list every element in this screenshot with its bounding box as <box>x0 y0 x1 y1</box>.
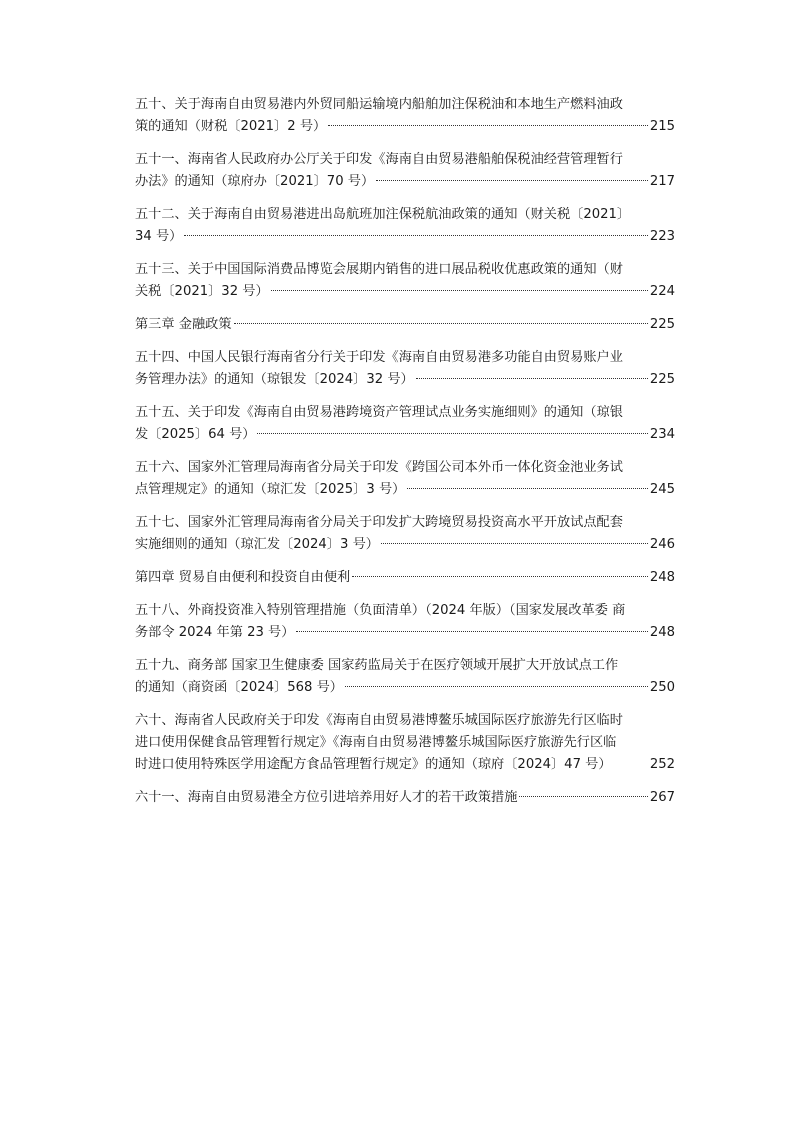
toc-entry-title-end: 策的通知（财税〔2021〕2 号） <box>135 119 327 134</box>
toc-entry-last-line <box>135 369 675 391</box>
toc-entry[interactable] <box>135 402 675 446</box>
toc-entry-line: 五十五、关于印发《海南自由贸易港跨境资产管理试点业务实施细则》的通知（琼银 <box>135 405 623 420</box>
toc-entry-line: 进口使用保健食品管理暂行规定》《海南自由贸易港博鳌乐城国际医疗旅游先行区临 <box>135 735 617 750</box>
toc-entry-title-end: 时进口使用特殊医学用途配方食品管理暂行规定》的通知（琼府〔2024〕47 号） <box>135 757 612 772</box>
toc-entry[interactable] <box>135 512 675 556</box>
toc-entry-line: 五十三、关于中国国际消费品博览会展期内销售的进口展品税收优惠政策的通知（财 <box>135 262 623 277</box>
toc-page-number: 225 <box>649 372 675 387</box>
toc-entry[interactable] <box>135 149 675 193</box>
toc-entry-last-line <box>135 567 675 589</box>
toc-entry-line: 五十四、中国人民银行海南省分行关于印发《海南自由贸易港多功能自由贸易账户业 <box>135 350 623 365</box>
toc-entry-line: 五十六、国家外汇管理局海南省分局关于印发《跨国公司本外币一体化资金池业务试 <box>135 460 623 475</box>
toc-entry-title-end: 发〔2025〕64 号） <box>135 427 256 442</box>
toc-entry-last-line <box>135 171 675 193</box>
toc-page-number: 217 <box>649 174 675 189</box>
toc-entry-line: 五十九、商务部 国家卫生健康委 国家药监局关于在医疗领域开展扩大开放试点工作 <box>135 658 619 673</box>
toc-page-number: 224 <box>649 284 675 299</box>
toc-entry-last-line <box>135 787 675 809</box>
toc-entry-title-end: 关税〔2021〕32 号） <box>135 284 269 299</box>
toc-page-number: 225 <box>649 317 675 332</box>
toc-entry-line: 六十、海南省人民政府关于印发《海南自由贸易港博鳌乐城国际医疗旅游先行区临时 <box>135 713 623 728</box>
dot-leader <box>271 290 648 291</box>
toc-entry-last-line <box>135 314 675 336</box>
dot-leader <box>352 576 648 577</box>
toc-entry-line: 五十七、国家外汇管理局海南省分局关于印发扩大跨境贸易投资高水平开放试点配套 <box>135 515 623 530</box>
toc-entry[interactable] <box>135 710 675 776</box>
dot-leader <box>234 323 648 324</box>
toc-chapter-title: 第三章 金融政策 <box>135 317 232 332</box>
toc-entry[interactable] <box>135 787 675 809</box>
dot-leader <box>296 631 647 632</box>
toc-entry-last-line <box>135 424 675 446</box>
toc-page-number: 248 <box>649 625 675 640</box>
toc-entry-line: 五十一、海南省人民政府办公厅关于印发《海南自由贸易港船舶保税油经营管理暂行 <box>135 152 623 167</box>
toc-page-number: 245 <box>649 482 675 497</box>
dot-leader <box>184 235 647 236</box>
toc-page-number: 223 <box>649 229 675 244</box>
toc-entry[interactable] <box>135 347 675 391</box>
toc-entry-last-line <box>135 622 675 644</box>
toc-entry-line: 五十八、外商投资准入特别管理措施（负面清单）（2024 年版）（国家发展改革委 商 <box>135 603 626 618</box>
dot-leader <box>416 378 648 379</box>
toc-chapter-title: 第四章 贸易自由便利和投资自由便利 <box>135 570 351 585</box>
toc-entry-title-end: 点管理规定》的通知（琼汇发〔2025〕3 号） <box>135 482 406 497</box>
toc-entry-title-end: 的通知（商资函〔2024〕568 号） <box>135 680 343 695</box>
toc-entry[interactable] <box>135 655 675 699</box>
toc-entry-last-line <box>135 534 675 556</box>
toc-page-number: 267 <box>649 790 675 805</box>
toc-entry-last-line <box>135 281 675 303</box>
toc-entry[interactable] <box>135 259 675 303</box>
dot-leader <box>345 686 648 687</box>
toc-entry-title-end: 实施细则的通知（琼汇发〔2024〕3 号） <box>135 537 379 552</box>
toc-entry-last-line <box>135 754 675 776</box>
toc-entry[interactable] <box>135 94 675 138</box>
toc-chapter-entry[interactable] <box>135 567 675 589</box>
toc-entry-last-line <box>135 479 675 501</box>
dot-leader <box>257 433 647 434</box>
toc-page-number: 250 <box>649 680 675 695</box>
toc-page-number: 248 <box>649 570 675 585</box>
toc-chapter-entry[interactable] <box>135 314 675 336</box>
dot-leader <box>328 125 648 126</box>
toc-entry-title-end: 办法》的通知（琼府办〔2021〕70 号） <box>135 174 375 189</box>
toc-entry-line: 五十二、关于海南自由贸易港进出岛航班加注保税航油政策的通知（财关税〔2021〕 <box>135 207 631 222</box>
toc-page-number: 246 <box>649 537 675 552</box>
toc-entry-title-end: 六十一、海南自由贸易港全方位引进培养用好人才的若干政策措施 <box>135 790 518 805</box>
table-of-contents <box>135 94 675 820</box>
toc-entry-title-end: 务部令 2024 年第 23 号） <box>135 625 295 640</box>
toc-entry-line: 五十、关于海南自由贸易港内外贸同船运输境内船舶加注保税油和本地生产燃料油政 <box>135 97 623 112</box>
toc-page-number: 215 <box>649 119 675 134</box>
toc-entry-last-line <box>135 226 675 248</box>
toc-page-number: 234 <box>649 427 675 442</box>
dot-leader <box>381 543 648 544</box>
toc-entry-title-end: 34 号） <box>135 229 183 244</box>
toc-entry[interactable] <box>135 600 675 644</box>
toc-entry-title-end: 务管理办法》的通知（琼银发〔2024〕32 号） <box>135 372 414 387</box>
dot-leader <box>519 796 647 797</box>
toc-entry-last-line <box>135 116 675 138</box>
dot-leader <box>407 488 647 489</box>
toc-entry[interactable] <box>135 457 675 501</box>
toc-page-number: 252 <box>649 757 675 772</box>
toc-entry-last-line <box>135 677 675 699</box>
dot-leader <box>376 180 648 181</box>
toc-entry[interactable] <box>135 204 675 248</box>
